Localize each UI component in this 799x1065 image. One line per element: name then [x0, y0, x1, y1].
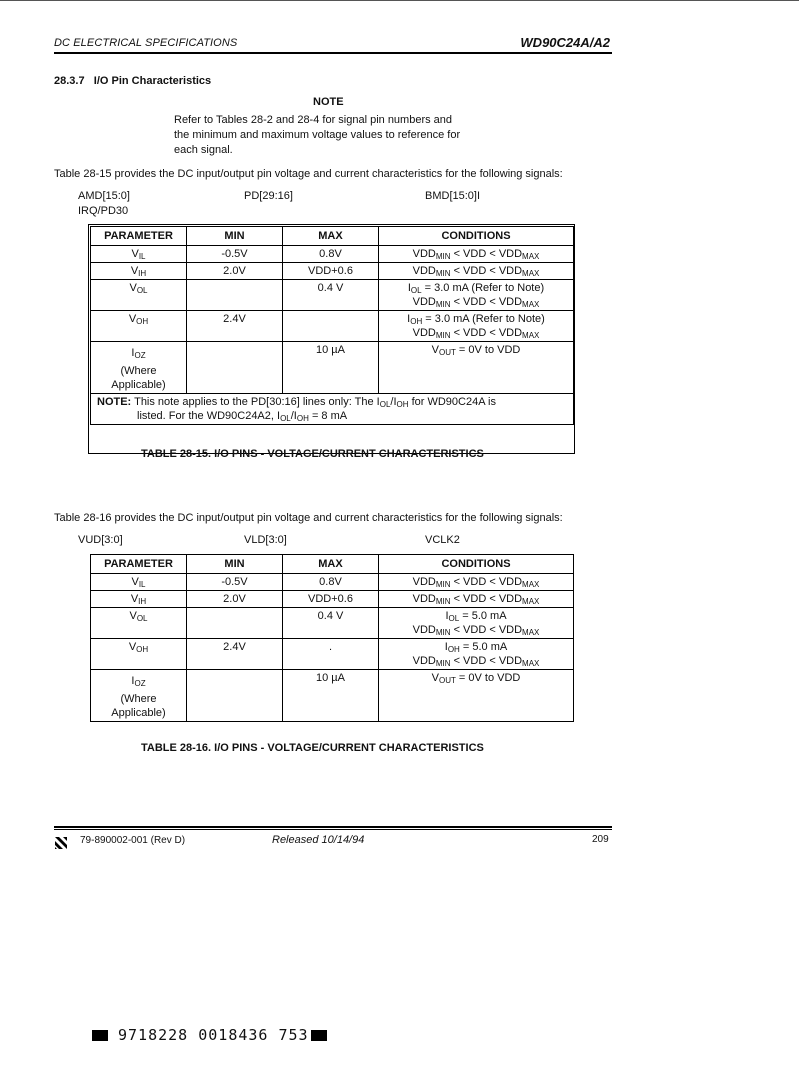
table1-signal: AMD[15:0] [78, 190, 130, 202]
header-conditions: CONDITIONS [379, 227, 574, 246]
param-ioz-note: (Where Applicable) [111, 693, 166, 719]
table-row [91, 263, 574, 280]
note-text: This note applies to the PD[30:16] lines only: The [134, 396, 374, 408]
param-voh: $V_{OH}$ [91, 311, 187, 342]
cond-vout: = 0V to VDD [458, 344, 521, 356]
cond-current: = 5.0 mA [462, 610, 507, 622]
cell-max: 0.8V [283, 574, 379, 591]
table-header-row [91, 227, 574, 246]
cell-conditions: $I_{OH} = 3.0$ mA (Refer to Note) $VDD_{MIN}$ < VDD < $VDD_{MAX}$ [379, 311, 574, 342]
table-note-row [91, 394, 574, 425]
table-header-row [91, 555, 574, 574]
param-vih: $V_{IH}$ [91, 263, 187, 280]
footer-release-date: Released 10/14/94 [272, 834, 365, 846]
note-title: NOTE [313, 96, 344, 108]
cell-conditions: $V_{OUT} = 0V$ to VDD [379, 670, 574, 722]
table2 [90, 554, 574, 722]
section-number: 28.3.7 [54, 75, 85, 87]
table2-caption: TABLE 28-16. I/O PINS - VOLTAGE/CURRENT CHARACTERISTICS [141, 742, 484, 754]
cond-current: = 3.0 mA (Refer to Note) [424, 282, 545, 294]
cell-min [187, 608, 283, 639]
footer-page-number: 209 [592, 834, 609, 845]
header-max: MAX [283, 555, 379, 574]
cell-conditions: $V_{OUT} = 0V$ to VDD [379, 342, 574, 394]
table2-signal: VUD[3:0] [78, 534, 123, 546]
table-row [91, 591, 574, 608]
table1-signal: PD[29:16] [244, 190, 293, 202]
cell-min [187, 280, 283, 311]
cell-conditions: $VDD_{MIN}$ < VDD < $VDD_{MAX}$ [379, 591, 574, 608]
cell-conditions: $I_{OL} = 3.0$ mA (Refer to Note) $VDD_{MIN}$ < VDD < $VDD_{MAX}$ [379, 280, 574, 311]
note-body [174, 113, 504, 158]
section-heading [54, 75, 211, 87]
param-vol: $V_{OL}$ [91, 608, 187, 639]
company-logo-icon [54, 836, 68, 850]
cell-max: 10 µA [283, 342, 379, 394]
cell-max: 10 µA [283, 670, 379, 722]
param-vol: $V_{OL}$ [91, 280, 187, 311]
cell-max: 0.4 V [283, 280, 379, 311]
cell-conditions: $VDD_{MIN}$ < VDD < $VDD_{MAX}$ [379, 246, 574, 263]
cell-min: -0.5V [187, 574, 283, 591]
table-row [91, 639, 574, 670]
footer-document-number: 79-890002-001 (Rev D) [80, 835, 186, 846]
cell-conditions: $I_{OL} = 5.0$ mA $VDD_{MIN}$ < VDD < $VDD_{MAX}$ [379, 608, 574, 639]
note-text: = 8 mA [311, 410, 348, 422]
table-row [91, 246, 574, 263]
table-row [91, 574, 574, 591]
cell-conditions: $I_{OH} = 5.0$ mA $VDD_{MIN}$ < VDD < $VDD_{MAX}$ [379, 639, 574, 670]
cell-max: 0.8V [283, 246, 379, 263]
table-row [91, 608, 574, 639]
note-text: for WD90C24A is [411, 396, 496, 408]
table-row [91, 670, 574, 722]
header-part-number: WD90C24A/A2 [520, 35, 610, 50]
table-row [91, 342, 574, 394]
param-ioz-note: (Where Applicable) [111, 365, 166, 391]
note-line: Refer to Tables 28-2 and 28-4 for signal pin numbers and [174, 114, 453, 126]
top-border [0, 0, 799, 1]
header-rule [54, 52, 612, 54]
header-conditions: CONDITIONS [379, 555, 574, 574]
cell-min: 2.0V [187, 591, 283, 608]
param-vih: $V_{IH}$ [91, 591, 187, 608]
cond-current: = 3.0 mA (Refer to Note) [425, 313, 545, 325]
header-max: MAX [283, 227, 379, 246]
header-parameter: PARAMETER [91, 555, 187, 574]
footer-rule [54, 829, 612, 830]
page-header [54, 37, 610, 52]
table1-note: NOTE: This note applies to the PD[30:16] lines only: The $I_{OL}/I_{OH}$ for WD90C24A is listed. For the WD90C24A2, $I_{OL}/I_{OH} = 8$ mA [91, 394, 574, 425]
param-vil: $V_{IL}$ [91, 574, 187, 591]
table-row [91, 280, 574, 311]
cell-max: VDD+0.6 [283, 591, 379, 608]
cell-max [283, 311, 379, 342]
table2-signal: VCLK2 [425, 534, 460, 546]
table2-signal: VLD[3:0] [244, 534, 287, 546]
header-min: MIN [187, 227, 283, 246]
table1-signal: IRQ/PD30 [78, 205, 129, 217]
cell-conditions: $VDD_{MIN}$ < VDD < $VDD_{MAX}$ [379, 574, 574, 591]
note-line: each signal. [174, 144, 233, 156]
param-voh: $V_{OH}$ [91, 639, 187, 670]
cell-max: 0.4 V [283, 608, 379, 639]
param-ioz: $I_{OZ}$ (Where Applicable) [91, 670, 187, 722]
header-parameter: PARAMETER [91, 227, 187, 246]
cell-min [187, 670, 283, 722]
cond-vout: = 0V to VDD [458, 672, 521, 684]
param-ioz: $I_{OZ}$ (Where Applicable) [91, 342, 187, 394]
table1-intro: Table 28-15 provides the DC input/output pin voltage and current characteristics for the following signals: [54, 168, 563, 180]
barcode-block-right [311, 1030, 327, 1041]
cell-max: VDD+0.6 [283, 263, 379, 280]
barcode-block-left [92, 1030, 108, 1041]
table1 [90, 226, 574, 425]
table1-caption: TABLE 28-15. I/O PINS - VOLTAGE/CURRENT CHARACTERISTICS [141, 448, 484, 460]
cond-current: = 5.0 mA [462, 641, 508, 653]
note-label: NOTE: [97, 396, 132, 408]
cell-min: -0.5V [187, 246, 283, 263]
note-line: the minimum and maximum voltage values to reference for [174, 129, 461, 141]
cell-min [187, 342, 283, 394]
cell-max: . [283, 639, 379, 670]
param-vil: $V_{IL}$ [91, 246, 187, 263]
note-text: listed. For the WD90C24A2, [137, 410, 274, 422]
table-row [91, 311, 574, 342]
cell-min: 2.4V [187, 639, 283, 670]
header-min: MIN [187, 555, 283, 574]
barcode-text: 9718228 0018436 753 [118, 1026, 309, 1044]
table2-intro: Table 28-16 provides the DC input/output pin voltage and current characteristics for the following signals: [54, 512, 563, 524]
cell-conditions: $VDD_{MIN}$ < VDD < $VDD_{MAX}$ [379, 263, 574, 280]
header-section-title: DC ELECTRICAL SPECIFICATIONS [54, 37, 238, 49]
cell-min: 2.4V [187, 311, 283, 342]
footer-rule [54, 826, 612, 828]
cell-min: 2.0V [187, 263, 283, 280]
section-title: I/O Pin Characteristics [93, 75, 212, 87]
table1-signal: BMD[15:0]I [425, 190, 481, 202]
